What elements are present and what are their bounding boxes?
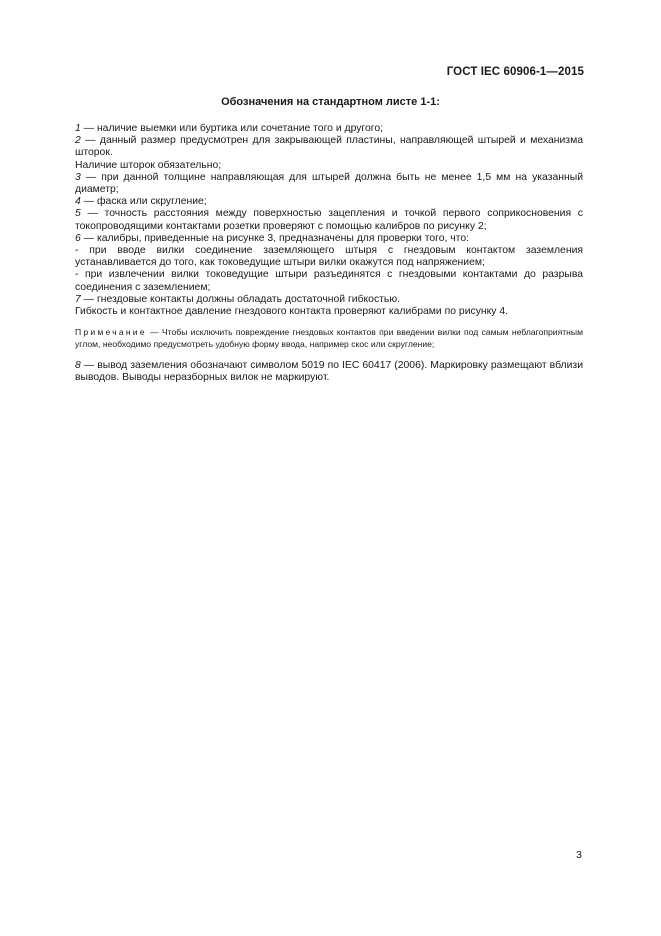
list-item bbox=[75, 160, 583, 172]
list-item bbox=[75, 360, 583, 384]
item-number: 7 bbox=[75, 293, 81, 305]
list-item bbox=[75, 172, 583, 196]
item-number: 3 bbox=[75, 171, 81, 183]
section-title: Обозначения на стандартном листе 1-1: bbox=[221, 96, 440, 108]
document-body bbox=[75, 123, 583, 384]
note-text: — Чтобы исключить повреждение гнездовых контактов при введении вилки под самым неблагоприятным углом, необходимо предусмотреть удобную форму ввода, например скос или скругление; bbox=[75, 327, 583, 349]
item-text: - при извлечении вилки токоведущие штыри разъединятся с гнездовыми контактами до разрыва соединения с заземлением; bbox=[75, 269, 583, 293]
note bbox=[75, 327, 583, 350]
item-text: — наличие выемки или буртика или сочетание того и другого; bbox=[80, 123, 383, 134]
item-number: 4 bbox=[75, 196, 81, 208]
standard-code: ГОСТ IEC 60906-1—2015 bbox=[446, 66, 584, 78]
item-number: 5 bbox=[75, 208, 81, 220]
list-item bbox=[75, 269, 583, 293]
list-item bbox=[75, 245, 583, 269]
item-text: - при вводе вилки соединение заземляющего штыря с гнездовым контактом заземления устанавливается до того, как токоведущие штыри вилки окажутся под напряжением; bbox=[75, 245, 583, 269]
item-number: 1 bbox=[75, 123, 81, 134]
item-text: — фаска или скругление; bbox=[80, 196, 207, 208]
item-number: 8 bbox=[75, 360, 81, 372]
item-text: Наличие шторок обязательно; bbox=[75, 159, 222, 171]
item-number: 2 bbox=[75, 135, 81, 147]
note-label: Примечание bbox=[75, 327, 147, 338]
list-item bbox=[75, 196, 583, 208]
item-text: — при данной толщине направляющая для штырей должна быть не менее 1,5 мм на указанный диаметр; bbox=[75, 171, 583, 196]
item-text: — данный размер предусмотрен для закрывающей пластины, направляющей штырей и механизма шторок. bbox=[75, 135, 583, 159]
item-text: — точность расстояния между поверхностью зацепления и точкой первого соприкосновения с токопроводящими контактами розетки проверяют с помощью калибров по рисунку 2; bbox=[75, 208, 583, 232]
item-text: — калибры, приведенные на рисунке 3, предназначены для проверки того, что: bbox=[80, 232, 469, 244]
list-item bbox=[75, 233, 583, 245]
list-item bbox=[75, 294, 583, 306]
item-text: — гнездовые контакты должны обладать достаточной гибкостью. bbox=[80, 293, 401, 305]
item-text: Гибкость и контактное давление гнездового контакта проверяют калибрами по рисунку 4. bbox=[75, 306, 509, 318]
list-item bbox=[75, 208, 583, 232]
item-number: 6 bbox=[75, 232, 81, 244]
list-item bbox=[75, 123, 583, 135]
list-item bbox=[75, 306, 583, 318]
page-number: 3 bbox=[576, 849, 582, 861]
item-text: — вывод заземления обозначают символом 5019 по IEC 60417 (2006). Маркировку размещают вблизи выводов. Выводы неразборных вилок не маркируют. bbox=[75, 360, 583, 384]
list-item bbox=[75, 135, 583, 159]
